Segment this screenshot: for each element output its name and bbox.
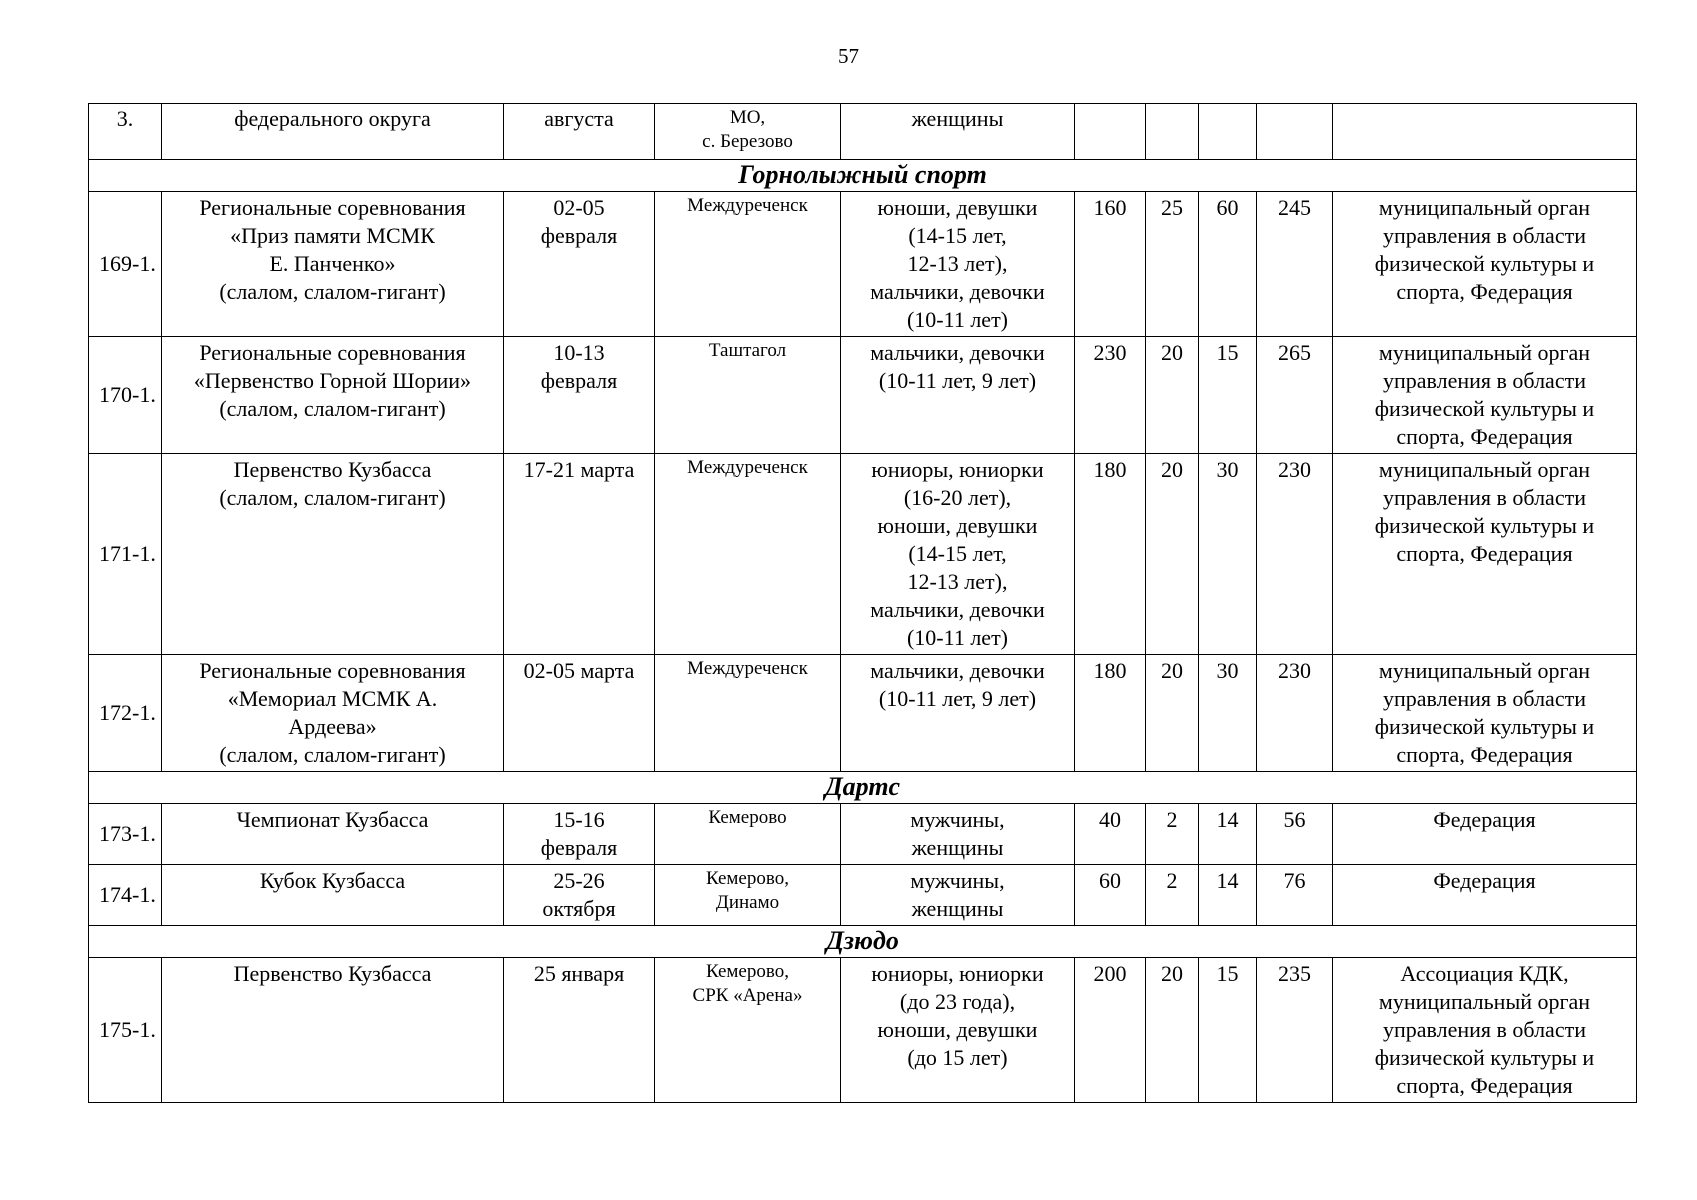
organizer <box>1333 104 1637 160</box>
event-dates <box>504 804 655 865</box>
events-table <box>88 103 1637 1103</box>
participants-line: (до 23 года), <box>899 989 1016 1014</box>
event-dates: августа <box>504 104 655 160</box>
row-number: 173-1. <box>89 804 162 865</box>
coaches-count: 20 <box>1146 958 1199 1103</box>
dates-line: февраля <box>540 835 618 860</box>
name-line: Региональные соревнования <box>199 195 466 220</box>
organizer-line: муниципальный орган <box>1378 658 1591 683</box>
event-name <box>162 804 504 865</box>
location-line: Кемерово <box>708 807 787 828</box>
section-header-row <box>89 772 1637 804</box>
participants-line: юниоры, юниорки <box>871 457 1044 482</box>
coaches-count: 2 <box>1146 804 1199 865</box>
table-row <box>89 804 1637 865</box>
organizer <box>1333 958 1637 1103</box>
location-line: Кемерово, <box>706 961 789 982</box>
event-dates <box>504 337 655 454</box>
dates-line: 25-26 <box>553 868 605 893</box>
dates-line: февраля <box>540 368 618 393</box>
section-title: Горнолыжный спорт <box>89 160 1637 192</box>
dates-line: 15-16 <box>553 807 605 832</box>
event-location <box>655 865 841 926</box>
event-location <box>655 804 841 865</box>
location-line: Динамо <box>715 892 780 913</box>
participants-line: мальчики, девочки <box>870 340 1045 365</box>
location-line: Междуреченск <box>687 658 808 679</box>
total-count: 230 <box>1257 454 1333 655</box>
section-title: Дзюдо <box>89 926 1637 958</box>
table-row <box>89 192 1637 337</box>
event-dates <box>504 192 655 337</box>
participants-line: (до 15 лет) <box>907 1045 1008 1070</box>
row-number: 171-1. <box>89 454 162 655</box>
event-dates <box>504 655 655 772</box>
participants-line: мальчики, девочки <box>870 279 1045 304</box>
event-dates <box>504 454 655 655</box>
participants-line: женщины <box>911 835 1004 860</box>
coaches-count: 2 <box>1146 865 1199 926</box>
athletes-count: 200 <box>1075 958 1146 1103</box>
row-number: 172-1. <box>89 655 162 772</box>
organizer-line: спорта, Федерация <box>1396 279 1573 304</box>
event-participants <box>841 958 1075 1103</box>
organizer <box>1333 865 1637 926</box>
participants-line: мужчины, <box>910 868 1005 893</box>
row-number: 174-1. <box>89 865 162 926</box>
location-line: СРК «Арена» <box>692 985 803 1006</box>
organizer <box>1333 192 1637 337</box>
participants-line: (10-11 лет, 9 лет) <box>878 686 1037 711</box>
event-location <box>655 192 841 337</box>
event-location <box>655 104 841 160</box>
participants-line: (10-11 лет, 9 лет) <box>878 368 1037 393</box>
name-line: «Первенство Горной Шории» <box>193 368 472 393</box>
row-number: 170-1. <box>89 337 162 454</box>
participants-line: (14-15 лет, <box>908 541 1007 566</box>
organizer <box>1333 454 1637 655</box>
participants-line: (10-11 лет) <box>906 307 1009 332</box>
athletes-count: 230 <box>1075 337 1146 454</box>
name-line: (слалом, слалом-гигант) <box>219 742 446 767</box>
judges-count: 30 <box>1199 655 1257 772</box>
dates-line: октября <box>542 896 616 921</box>
location-line: Таштагол <box>708 340 787 361</box>
participants-line: (10-11 лет) <box>906 625 1009 650</box>
table-row <box>89 454 1637 655</box>
event-name <box>162 655 504 772</box>
event-dates <box>504 865 655 926</box>
event-name <box>162 958 504 1103</box>
location-line: с. Березово <box>702 131 793 152</box>
name-line: Ардеева» <box>288 714 377 739</box>
organizer-line: муниципальный орган <box>1378 340 1591 365</box>
name-line: Региональные соревнования <box>199 340 466 365</box>
table-row <box>89 958 1637 1103</box>
coaches-count: 20 <box>1146 454 1199 655</box>
participants-line: мальчики, девочки <box>870 597 1045 622</box>
location-line: Междуреченск <box>687 195 808 216</box>
organizer-line: муниципальный орган <box>1378 195 1591 220</box>
participants-line: юноши, девушки <box>877 513 1038 538</box>
event-name <box>162 454 504 655</box>
dates-line: 17-21 марта <box>523 457 635 482</box>
organizer-line: управления в области <box>1383 485 1586 510</box>
organizer-line: управления в области <box>1383 368 1586 393</box>
name-line: Е. Панченко» <box>269 251 396 276</box>
participants-line: юноши, девушки <box>877 1017 1038 1042</box>
name-line: (слалом, слалом-гигант) <box>219 485 446 510</box>
event-dates <box>504 958 655 1103</box>
event-name: федерального округа <box>162 104 504 160</box>
coaches-count <box>1146 104 1199 160</box>
participants-line: (14-15 лет, <box>908 223 1007 248</box>
dates-line: 02-05 <box>553 195 605 220</box>
name-line: (слалом, слалом-гигант) <box>219 279 446 304</box>
coaches-count: 25 <box>1146 192 1199 337</box>
total-count: 56 <box>1257 804 1333 865</box>
event-participants <box>841 804 1075 865</box>
organizer <box>1333 804 1637 865</box>
athletes-count: 180 <box>1075 655 1146 772</box>
name-line: Кубок Кузбасса <box>259 868 406 893</box>
participants-line: мальчики, девочки <box>870 658 1045 683</box>
participants-line: юниоры, юниорки <box>871 961 1044 986</box>
dates-line: 25 января <box>533 961 625 986</box>
organizer-line: управления в области <box>1383 686 1586 711</box>
name-line: Чемпионат Кузбасса <box>236 807 429 832</box>
event-participants <box>841 655 1075 772</box>
event-location <box>655 958 841 1103</box>
organizer <box>1333 337 1637 454</box>
name-line: (слалом, слалом-гигант) <box>219 396 446 421</box>
athletes-count: 40 <box>1075 804 1146 865</box>
event-name <box>162 865 504 926</box>
organizer-line: Ассоциация КДК, <box>1400 961 1569 986</box>
table-body <box>89 104 1637 1103</box>
dates-line: 02-05 марта <box>523 658 635 683</box>
organizer-line: физической культуры и <box>1374 1045 1595 1070</box>
name-line: «Приз памяти МСМК <box>230 223 435 248</box>
organizer-line: муниципальный орган <box>1378 457 1591 482</box>
event-location <box>655 454 841 655</box>
judges-count: 14 <box>1199 804 1257 865</box>
participants-line: (16-20 лет), <box>903 485 1012 510</box>
name-line: Региональные соревнования <box>199 658 466 683</box>
location-line: Междуреченск <box>687 457 808 478</box>
page-number: 57 <box>838 44 859 68</box>
judges-count: 30 <box>1199 454 1257 655</box>
event-location <box>655 337 841 454</box>
event-participants <box>841 454 1075 655</box>
participants-line: мужчины, <box>910 807 1005 832</box>
coaches-count: 20 <box>1146 655 1199 772</box>
organizer <box>1333 655 1637 772</box>
row-number: 3. <box>89 104 162 160</box>
event-participants <box>841 192 1075 337</box>
continuation-row <box>89 104 1637 160</box>
total-count <box>1257 104 1333 160</box>
total-count: 76 <box>1257 865 1333 926</box>
coaches-count: 20 <box>1146 337 1199 454</box>
section-header-row <box>89 926 1637 958</box>
name-line: «Мемориал МСМК А. <box>227 686 438 711</box>
organizer-line: управления в области <box>1383 223 1586 248</box>
location-line: Кемерово, <box>706 868 789 889</box>
organizer-line: спорта, Федерация <box>1396 742 1573 767</box>
location-line: МО, <box>729 107 766 128</box>
athletes-count: 160 <box>1075 192 1146 337</box>
name-line: Первенство Кузбасса <box>233 961 432 986</box>
organizer-line: спорта, Федерация <box>1396 1073 1573 1098</box>
total-count: 230 <box>1257 655 1333 772</box>
organizer-line: Федерация <box>1433 868 1536 893</box>
table-row <box>89 337 1637 454</box>
total-count: 235 <box>1257 958 1333 1103</box>
name-line: Первенство Кузбасса <box>233 457 432 482</box>
total-count: 245 <box>1257 192 1333 337</box>
row-number: 169-1. <box>89 192 162 337</box>
organizer-line: Федерация <box>1433 807 1536 832</box>
total-count: 265 <box>1257 337 1333 454</box>
organizer-line: физической культуры и <box>1374 251 1595 276</box>
judges-count <box>1199 104 1257 160</box>
organizer-line: муниципальный орган <box>1378 989 1591 1014</box>
section-header-row <box>89 160 1637 192</box>
event-name <box>162 337 504 454</box>
dates-line: 10-13 <box>553 340 605 365</box>
section-title: Дартс <box>89 772 1637 804</box>
organizer-line: спорта, Федерация <box>1396 424 1573 449</box>
table-row <box>89 865 1637 926</box>
athletes-count: 180 <box>1075 454 1146 655</box>
event-location <box>655 655 841 772</box>
judges-count: 15 <box>1199 958 1257 1103</box>
event-participants <box>841 865 1075 926</box>
participants-line: женщины <box>911 896 1004 921</box>
organizer-line: физической культуры и <box>1374 396 1595 421</box>
event-name <box>162 192 504 337</box>
judges-count: 14 <box>1199 865 1257 926</box>
participants-line: 12-13 лет), <box>907 251 1008 276</box>
judges-count: 60 <box>1199 192 1257 337</box>
event-participants <box>841 337 1075 454</box>
organizer-line: физической культуры и <box>1374 513 1595 538</box>
participants-line: юноши, девушки <box>877 195 1038 220</box>
event-participants: женщины <box>841 104 1075 160</box>
dates-line: февраля <box>540 223 618 248</box>
row-number: 175-1. <box>89 958 162 1103</box>
organizer-line: управления в области <box>1383 1017 1586 1042</box>
athletes-count <box>1075 104 1146 160</box>
organizer-line: спорта, Федерация <box>1396 541 1573 566</box>
participants-line: 12-13 лет), <box>907 569 1008 594</box>
organizer-line: физической культуры и <box>1374 714 1595 739</box>
athletes-count: 60 <box>1075 865 1146 926</box>
judges-count: 15 <box>1199 337 1257 454</box>
table-row <box>89 655 1637 772</box>
